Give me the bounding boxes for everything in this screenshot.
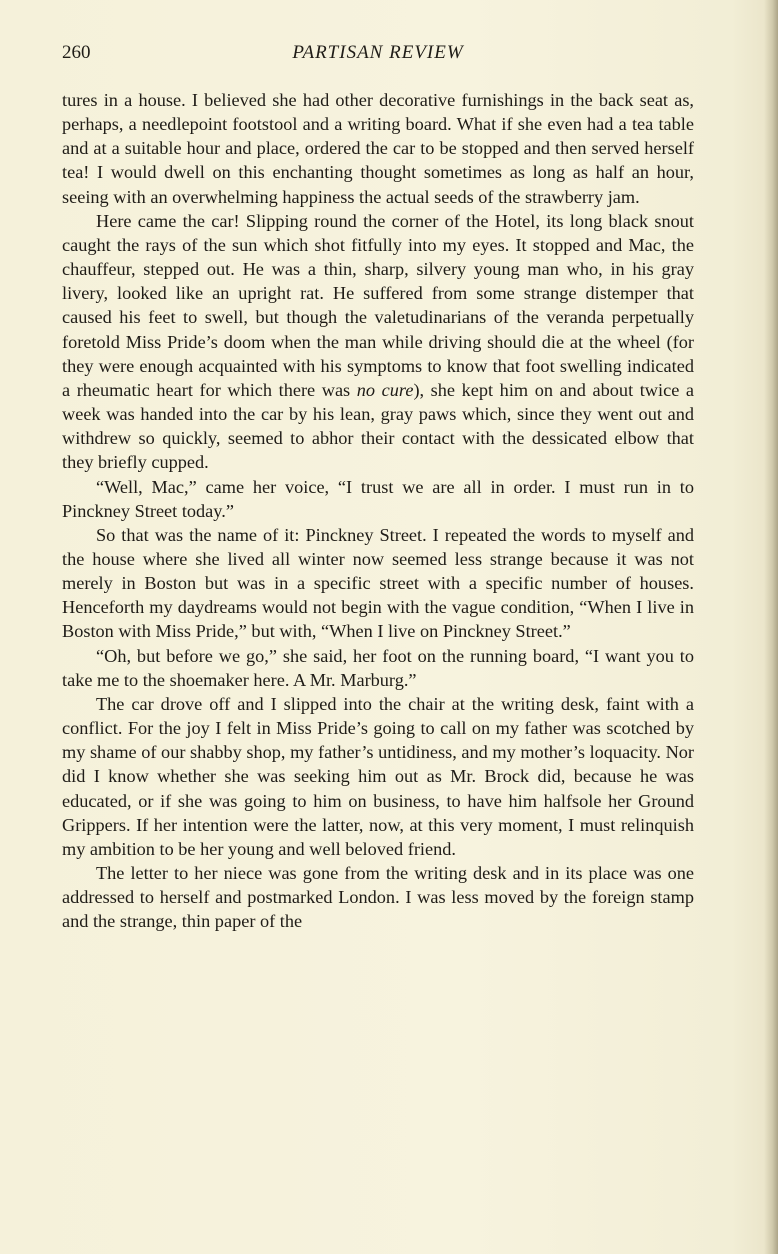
body-text [62,88,694,933]
paragraph-text: The car drove off and I slipped into the chair at the writing desk, faint with a conflict. For the joy I felt in Miss Pride’s going to call on my father was scotched by my shame of our shabby shop, my father’s untidiness, and my mother’s loquacity. Nor did I know whether she was seeking him out as Mr. Brock did, because he was educated, or if she was going to him on business, to have him halfsole her Ground Grippers. If her intention were the latter, now, at this very moment, I must relinquish my ambition to be her young and well beloved friend. [62,693,694,859]
paragraph-6 [62,692,694,861]
paragraph-1 [62,88,694,209]
paragraph-text: The letter to her niece was gone from the writing desk and in its place was one addressed to herself and postmarked London. I was less moved by the foreign stamp and the strange, thin paper of the [62,863,694,932]
paragraph-text: “Oh, but before we go,” she said, her foot on the running board, “I want you to take me to the shoemaker here. A Mr. Marburg.” [62,645,694,690]
paragraph-text: ), she kept him on and about twice a week was handed into the car by his lean, gray paws which, since they went out and withdrew so quickly, seemed to abhor their contact with the dessicated elbow that they briefly cupped. [62,379,695,473]
paragraph-text: “Well, Mac,” came her voice, “I trust we are all in order. I must run in to Pinckney Street today.” [62,476,694,521]
paragraph-3 [62,475,694,523]
paragraph-text: Here came the car! Slipping round the corner of the Hotel, its long black snout caught the rays of the sun which shot fitfully into my eyes. It stopped and Mac, the chauffeur, stepped out. He was a thin, sharp, silvery young man who, in his gray livery, looked like an upright rat. He suffered from some strange distemper that caused his feet to swell, but though the valetudinarians of the veranda perpetually foretold Miss Pride’s doom when the man while driving should die at the wheel (for they were enough acquainted with his symptoms to know that foot swelling indicated a rheumatic heart for which there was [62,210,694,400]
paragraph-text: tures in a house. I believed she had other decorative furnishings in the back seat as, perhaps, a needlepoint footstool and a writing board. What if she even had a tea table and at a suitable hour and place, ordered the car to be stopped and then served herself tea! I would dwell on this enchanting thought sometimes as long as half an hour, seeing with an overwhelming happiness the actual seeds of the strawberry jam. [62,90,694,207]
page-edge-shadow [764,0,778,1254]
page-header [62,42,694,68]
paragraph-2 [62,209,694,475]
paragraph-5 [62,644,694,692]
paragraph-7 [62,861,694,933]
paragraph-text: So that was the name of it: Pinckney Street. I repeated the words to myself and the house where she lived all winter now seemed less strange because it was not merely in Boston but was in a specific street with a specific number of houses. Henceforth my daydreams would not begin with the vague condition, “When I live in Boston with Miss Pride,” but with, “When I live on Pinckney Street.” [62,524,694,642]
italic-phrase: no cure [356,379,414,400]
page-number: 260 [62,42,91,63]
paragraph-4 [62,523,694,644]
running-title: PARTISAN REVIEW [292,42,464,63]
